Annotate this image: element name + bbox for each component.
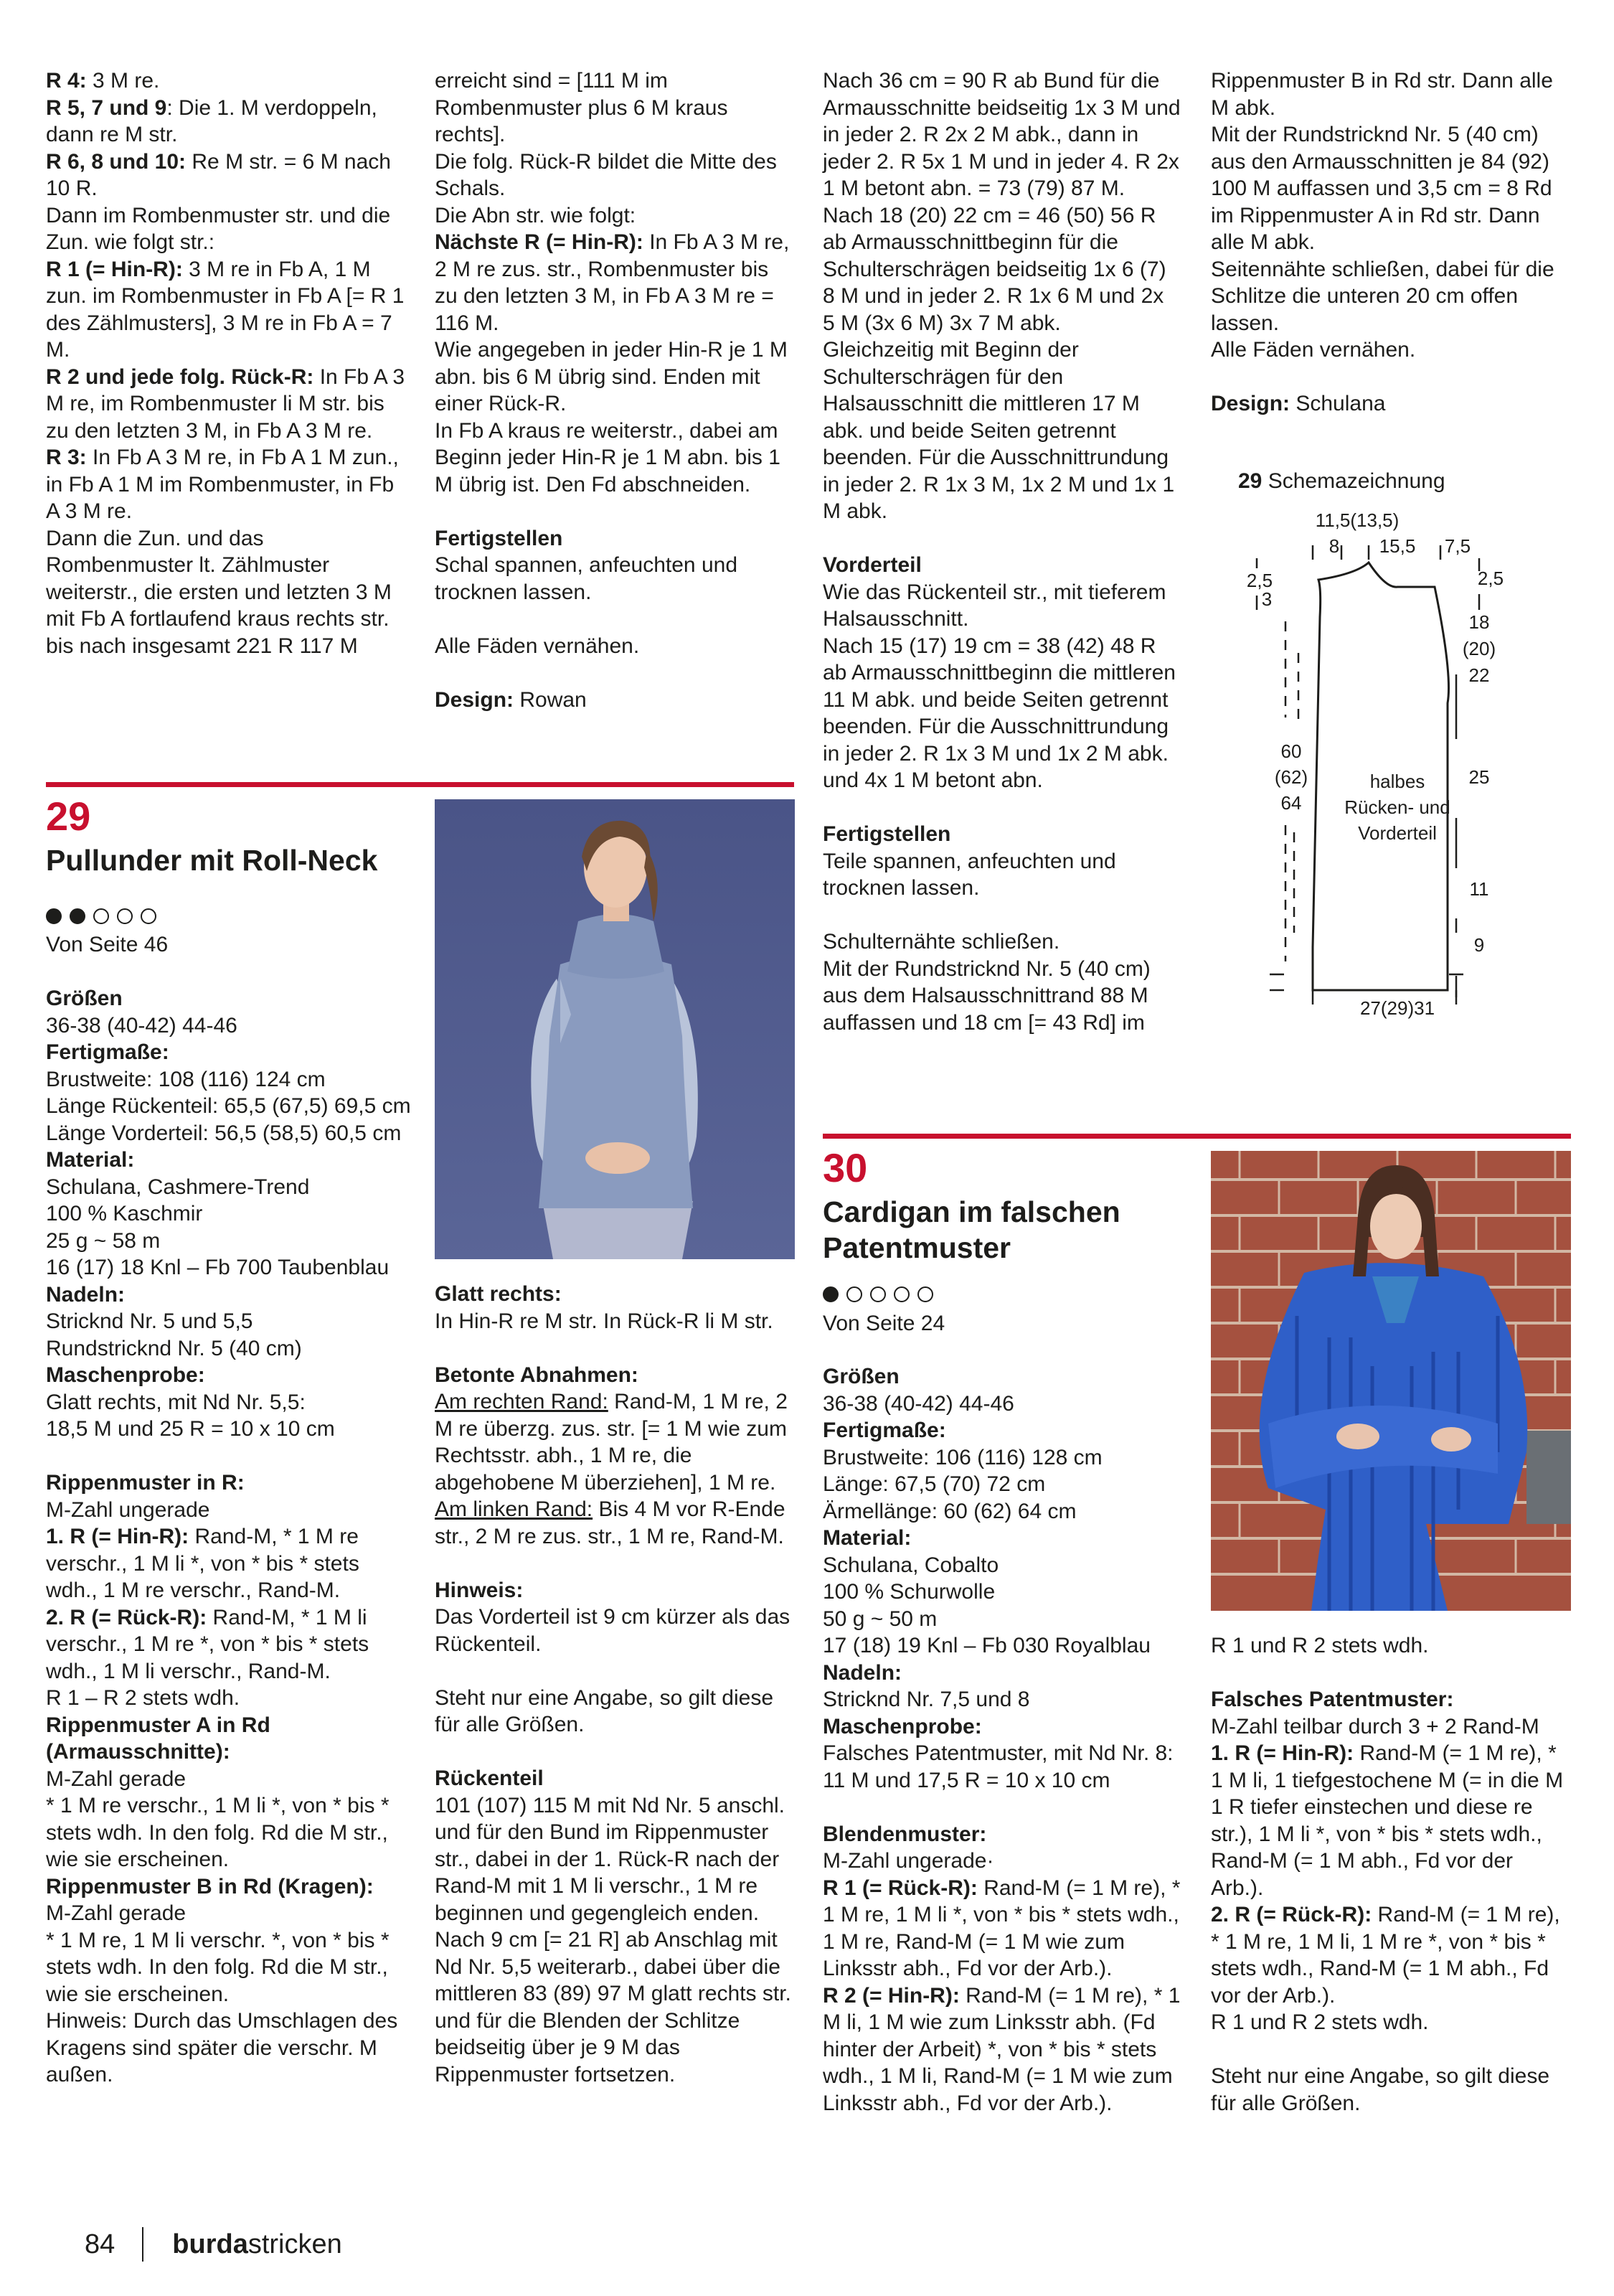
body-text: Alle Fäden vernähen.	[435, 634, 640, 658]
bold-lead: Vorderteil	[823, 553, 922, 577]
spacer	[1211, 1660, 1570, 1687]
text-paragraph	[435, 1362, 795, 1389]
body-text: In Fb A 3 M re, in Fb A 1 M zun., in Fb A 1 M im Rombenmuster, in Fb A 3 M re.	[46, 446, 399, 523]
schema-label-r11: 11	[1469, 878, 1489, 900]
text-paragraph	[46, 525, 406, 660]
bold-lead: Hinweis:	[435, 1578, 524, 1602]
text-paragraph	[823, 1713, 1181, 1741]
text-paragraph	[823, 1875, 1181, 1982]
schema-label-60: 60	[1280, 740, 1302, 762]
text-paragraph	[46, 1093, 412, 1120]
text-paragraph	[46, 67, 406, 95]
body-text: Nach 36 cm = 90 R ab Bund für die Armausschnitte beidseitig 1x 3 M und in jeder 2. R 2x 2 M abk., dann in jeder 2. R 5x 1 M und in jeder 4. R 2x 1 M betont abn. = 73 (79) 87 M.	[823, 69, 1181, 200]
body-text: Stricknd Nr. 5 und 5,5	[46, 1309, 253, 1333]
text-paragraph	[823, 1471, 1181, 1498]
photo-cardigan	[1211, 1151, 1571, 1611]
body-text: : Die 1. M verdoppeln, dann re M str.	[46, 95, 377, 146]
photo-pullunder	[435, 799, 795, 1259]
col2-text	[435, 67, 795, 713]
bold-lead: Falsches Patentmuster:	[1211, 1688, 1454, 1711]
bold-lead: Nadeln:	[46, 1282, 126, 1307]
body-text: Re M str. = 6 M nach 10 R.	[46, 149, 391, 200]
spacer	[435, 1550, 795, 1577]
text-paragraph	[46, 95, 406, 149]
body-text: 36-38 (40-42) 44-46	[46, 1013, 237, 1038]
body-text: 100 % Kaschmir	[46, 1202, 203, 1225]
text-paragraph	[1211, 1740, 1570, 1901]
footer-separator	[142, 2227, 143, 2262]
schema-label-r22: 22	[1468, 664, 1490, 686]
body-text: Schulana, Cobalto	[823, 1553, 999, 1577]
text-paragraph	[435, 1496, 795, 1550]
bold-lead: 2. R (= Rück-R):	[1211, 1903, 1372, 1926]
text-paragraph	[435, 1685, 795, 1739]
section-29-rule	[46, 782, 794, 787]
text-paragraph	[46, 1927, 412, 2008]
spacer	[435, 1739, 795, 1766]
body-text: 18,5 M und 25 R = 10 x 10 cm	[46, 1417, 335, 1441]
text-paragraph	[46, 1362, 412, 1389]
schema-caption	[1238, 468, 1445, 495]
body-text: 3 M re.	[86, 69, 160, 93]
schema-label-r18: 18	[1468, 611, 1490, 633]
body-text: erreicht sind = [111 M im Rombenmuster plus 6 M kraus rechts].	[435, 69, 728, 146]
text-paragraph	[46, 1469, 412, 1497]
text-paragraph	[823, 1444, 1181, 1472]
body-text: In Fb A 3 M re, im Rombenmuster li M str. bis zu den letzten 3 M, in Fb A 3 M re.	[46, 364, 405, 443]
body-text: Teile spannen, anfeuchten und trocknen lassen.	[823, 849, 1116, 900]
schema-label-8: 8	[1329, 535, 1340, 557]
spacer	[435, 606, 795, 633]
schema-center-1: halbes	[1369, 771, 1425, 792]
text-paragraph	[46, 1497, 412, 1524]
body-text: Stricknd Nr. 7,5 und 8	[823, 1688, 1030, 1711]
body-text: 101 (107) 115 M mit Nd Nr. 5 anschl. und für den Bund im Rippenmuster str., dabei in der 1. Rück-R nach der Rand-M mit 1 M li verschr., 1 M re beginnen und gegengleich enden.	[435, 1793, 785, 1925]
text-paragraph	[823, 1578, 1181, 1606]
text-paragraph	[435, 1281, 795, 1308]
body-text: Nach 18 (20) 22 cm = 46 (50) 56 R ab Armausschnittbeginn für die Schulterschrägen beidseitig 1x 6 (7) 8 M und in jeder 2. R 1x 6 M und 2x 5 M (3x 6 M) 3x 7 M abk.	[823, 203, 1166, 335]
body-text: Schulternähte schließen.	[823, 930, 1060, 954]
text-paragraph	[435, 1926, 795, 2088]
body-text: Steht nur eine Angabe, so gilt diese für alle Größen.	[435, 1685, 774, 1736]
bold-lead: R 2 (= Hin-R):	[823, 1983, 960, 2008]
difficulty-dot-filled	[46, 908, 62, 924]
text-paragraph	[1211, 121, 1570, 256]
bold-lead: R 3:	[46, 446, 87, 469]
text-paragraph	[823, 67, 1181, 202]
text-paragraph	[1211, 256, 1570, 337]
brand-logo	[172, 2230, 341, 2259]
difficulty-dot-empty	[894, 1286, 910, 1302]
difficulty-dot-empty	[141, 908, 156, 924]
text-paragraph	[46, 1200, 412, 1228]
section-29-number: 29	[46, 794, 91, 839]
section-30-specs	[823, 1363, 1181, 2117]
body-text: 25 g ~ 58 m	[46, 1228, 161, 1253]
schema-label-15-5: 15,5	[1379, 535, 1416, 557]
body-text: Rand-M, * 1 M re verschr., 1 M li *, von * bis * stets wdh., 1 M re verschr., Rand-M.	[46, 1525, 359, 1602]
text-paragraph	[46, 1604, 412, 1685]
body-text: 36-38 (40-42) 44-46	[823, 1391, 1014, 1416]
section-30-rule	[823, 1134, 1571, 1139]
body-text: R 1 und R 2 stets wdh.	[1211, 2010, 1429, 2034]
text-paragraph	[823, 1498, 1181, 1525]
bold-lead: Design:	[435, 687, 514, 712]
body-text: Gleichzeitig mit Beginn der Schulterschrägen für den Halsausschnitt die mittleren 17 M abk. und beide Seiten getrennt beenden. Für die Ausschnittrundung in jeder 2. R 1x 3 M, 1x 2 M und 1x 1 M abk.	[823, 338, 1175, 523]
underlined-lead: Am linken Rand:	[435, 1497, 593, 1521]
section-29-difficulty	[46, 908, 156, 924]
bold-lead: R 1 (= Rück-R):	[823, 1876, 978, 1900]
schema-label-7-5: 7,5	[1444, 535, 1471, 557]
bold-lead: Fertigmaße:	[46, 1040, 169, 1064]
spacer	[435, 498, 795, 525]
text-paragraph	[1211, 1901, 1570, 2009]
text-paragraph	[823, 1391, 1181, 1418]
body-text: R 1 – R 2 stets wdh.	[46, 1686, 240, 1710]
body-text: Brustweite: 108 (116) 124 cm	[46, 1067, 326, 1091]
text-paragraph	[823, 1417, 1181, 1444]
spacer	[1211, 2036, 1570, 2064]
body-text: In Hin-R re M str. In Rück-R li M str.	[435, 1309, 773, 1333]
section-30-difficulty	[823, 1286, 933, 1302]
text-paragraph	[46, 1685, 412, 1712]
schema-caption-text: Schemazeichnung	[1262, 469, 1445, 493]
text-paragraph	[46, 1012, 412, 1040]
bold-lead: Maschenprobe:	[46, 1363, 205, 1387]
body-text: Die folg. Rück-R bildet die Mitte des Schals.	[435, 149, 777, 200]
body-text: Schal spannen, anfeuchten und trocknen lassen.	[435, 553, 738, 604]
difficulty-dot-filled	[823, 1286, 839, 1302]
body-text: Rand-M (= 1 M re), * 1 M li, 1 M wie zum Linksstr abh. (Fd hinter der Arbeit) *, von * bis * stets wdh., 1 M li, Rand-M (= 1 M wie zum Linksstr abh., Fd vor der Arb.).	[823, 1983, 1181, 2115]
body-text: In Fb A kraus re weiterstr., dabei am Beginn jeder Hin-R je 1 M abn. bis 1 M übrig ist. Den Fd abschneiden.	[435, 418, 780, 497]
schema-label-r9: 9	[1473, 934, 1485, 956]
body-text: 16 (17) 18 Knl – Fb 700 Taubenblau	[46, 1256, 390, 1279]
text-paragraph	[46, 1254, 412, 1281]
bold-lead: Größen	[823, 1365, 900, 1388]
schema-caption-number: 29	[1238, 469, 1263, 493]
text-paragraph	[46, 1228, 412, 1255]
difficulty-dot-empty	[93, 908, 109, 924]
schema-label-r25: 25	[1468, 766, 1490, 788]
bold-lead: Fertigstellen	[823, 822, 951, 846]
bold-lead: Design:	[1211, 392, 1290, 415]
bold-lead: Rippenmuster B in Rd (Kragen):	[46, 1874, 374, 1899]
body-text: 50 g ~ 50 m	[823, 1606, 938, 1631]
body-text: Das Vorderteil ist 9 cm kürzer als das Rückenteil.	[435, 1605, 791, 1656]
text-paragraph	[823, 821, 1181, 848]
bold-lead: 2. R (= Rück-R):	[46, 1605, 207, 1629]
col4-text	[1211, 67, 1570, 418]
text-paragraph	[435, 1308, 795, 1335]
body-text: Dann die Zun. und das Rombenmuster lt. Zählmuster weiterstr., die ersten und letzten 3 M mit Fb A fortlaufend kraus rechts str. bis nach insgesamt 221 R 117 M	[46, 526, 392, 658]
spacer	[823, 794, 1181, 822]
section-30-title-line1: Cardigan im falschen	[823, 1195, 1120, 1228]
body-text: M-Zahl teilbar durch 3 + 2 Rand-M	[1211, 1714, 1539, 1739]
body-text: Rundstricknd Nr. 5 (40 cm)	[46, 1336, 302, 1360]
text-paragraph	[46, 1900, 412, 1927]
text-paragraph	[823, 1821, 1181, 1848]
body-text: Mit der Rundstricknd Nr. 5 (40 cm) aus dem Halsausschnittrand 88 M auffassen und 18 cm [= 43 Rd] im	[823, 956, 1151, 1035]
body-text: M-Zahl ungerade	[46, 1497, 210, 1522]
bold-lead: Nächste R (= Hin-R):	[435, 230, 643, 254]
text-paragraph	[46, 256, 406, 364]
bold-lead: R 4:	[46, 69, 87, 93]
bold-lead: Fertigmaße:	[823, 1418, 946, 1442]
bold-lead: Nadeln:	[823, 1660, 902, 1685]
section-30-title-line2: Patentmuster	[823, 1231, 1011, 1264]
text-paragraph	[435, 337, 795, 418]
text-paragraph	[823, 552, 1181, 579]
text-paragraph	[46, 1174, 412, 1201]
schema-label-r20: (20)	[1462, 638, 1496, 659]
difficulty-dot-empty	[846, 1286, 862, 1302]
bold-lead: Fertigstellen	[435, 526, 563, 550]
col3-text	[823, 67, 1181, 1036]
text-paragraph	[46, 1335, 412, 1363]
text-paragraph	[823, 1982, 1181, 2117]
text-paragraph	[46, 1281, 412, 1309]
text-paragraph	[46, 1712, 412, 1766]
text-paragraph	[823, 1632, 1181, 1660]
bold-lead: Größen	[46, 987, 123, 1010]
text-paragraph	[1211, 1713, 1570, 1741]
text-paragraph	[46, 1120, 412, 1147]
text-paragraph	[435, 552, 795, 606]
body-text: 100 % Schurwolle	[823, 1580, 996, 1604]
body-text: Ärmellänge: 60 (62) 64 cm	[823, 1499, 1077, 1523]
text-paragraph	[435, 1765, 795, 1792]
body-text: Länge: 67,5 (70) 72 cm	[823, 1472, 1046, 1496]
text-paragraph	[435, 67, 795, 149]
schema-label-64: 64	[1280, 792, 1302, 814]
text-paragraph	[46, 1039, 412, 1066]
underlined-lead: Am rechten Rand:	[435, 1390, 608, 1413]
body-text: Wie das Rückenteil str., mit tieferem Halsausschnitt.	[823, 580, 1166, 631]
schema-label-62: (62)	[1274, 766, 1308, 788]
text-paragraph	[823, 337, 1181, 525]
body-text: R 1 und R 2 stets wdh.	[1211, 1634, 1429, 1657]
bold-lead: R 2 und jede folg. Rück-R:	[46, 364, 314, 389]
brand-bold: burda	[172, 2229, 248, 2259]
body-text: Rowan	[514, 687, 587, 712]
schema-center-3: Vorderteil	[1358, 822, 1437, 844]
schema-label-top: 11,5(13,5)	[1315, 509, 1400, 531]
text-paragraph	[823, 579, 1181, 633]
text-paragraph	[46, 149, 406, 202]
text-paragraph	[823, 1552, 1181, 1579]
body-text: Rippenmuster B in Rd str. Dann alle M abk.	[1211, 69, 1553, 120]
text-paragraph	[46, 1308, 412, 1335]
text-paragraph	[435, 229, 795, 337]
text-paragraph	[1211, 2009, 1570, 2036]
difficulty-dot-filled	[70, 908, 85, 924]
text-paragraph	[435, 525, 795, 552]
body-text: Mit der Rundstricknd Nr. 5 (40 cm) aus den Armausschnitten je 84 (92) 100 M auffassen und 3,5 cm = 8 Rd im Rippenmuster A in Rd str. Dann alle M abk.	[1211, 123, 1552, 254]
spacer	[46, 1443, 412, 1470]
text-paragraph	[823, 1606, 1181, 1633]
text-paragraph	[46, 202, 406, 256]
text-paragraph	[435, 1792, 795, 1927]
text-paragraph	[435, 633, 795, 660]
body-text: Seitennähte schließen, dabei für die Schlitze die unteren 20 cm offen lassen.	[1211, 257, 1554, 335]
body-text: Falsches Patentmuster, mit Nd Nr. 8: 11 M und 17,5 R = 10 x 10 cm	[823, 1741, 1174, 1792]
brand-rest: stricken	[247, 2229, 342, 2259]
spacer	[435, 1657, 795, 1685]
schema-label-l2-5: 2,5	[1246, 570, 1273, 591]
text-paragraph	[435, 418, 795, 499]
text-paragraph	[1211, 337, 1570, 364]
text-paragraph	[435, 1577, 795, 1604]
page-footer	[85, 2227, 342, 2262]
text-paragraph	[1211, 2063, 1570, 2117]
body-text: M-Zahl gerade	[46, 1901, 187, 1925]
text-paragraph	[1211, 1686, 1570, 1713]
section-29-techniques	[435, 1281, 795, 2088]
text-paragraph	[1211, 390, 1570, 418]
bold-lead: Rippenmuster A in Rd (Armausschnitte):	[46, 1713, 270, 1764]
bold-lead: R 6, 8 und 10:	[46, 149, 187, 174]
body-text: Steht nur eine Angabe, so gilt diese für alle Größen.	[1211, 2064, 1550, 2115]
text-paragraph	[46, 1792, 412, 1873]
body-text: Dann im Rombenmuster str. und die Zun. wie folgt str.:	[46, 203, 391, 254]
bold-lead: Blendenmuster:	[823, 1822, 987, 1846]
text-paragraph	[435, 1388, 795, 1496]
difficulty-dot-empty	[870, 1286, 886, 1302]
schema-label-r2-5: 2,5	[1477, 568, 1504, 589]
text-paragraph	[46, 1873, 412, 1901]
text-paragraph	[46, 2008, 412, 2089]
text-paragraph	[1211, 67, 1570, 121]
schema-label-bottom: 27(29)31	[1359, 997, 1435, 1019]
text-paragraph	[823, 848, 1181, 902]
text-paragraph	[46, 1766, 412, 1793]
text-paragraph	[823, 633, 1181, 794]
text-paragraph	[823, 956, 1181, 1037]
section-29-from-page: Von Seite 46	[46, 933, 169, 956]
body-text: M-Zahl gerade	[46, 1766, 187, 1791]
body-text: Brustweite: 106 (116) 128 cm	[823, 1445, 1103, 1469]
bold-lead: Material:	[823, 1526, 912, 1550]
bold-lead: Material:	[46, 1148, 135, 1172]
text-paragraph	[823, 1740, 1181, 1794]
body-text: 17 (18) 19 Knl – Fb 030 Royalblau	[823, 1634, 1151, 1657]
spacer	[435, 659, 795, 687]
text-paragraph	[46, 1066, 412, 1093]
section-30-number: 30	[823, 1145, 868, 1190]
text-paragraph	[46, 1389, 412, 1416]
spacer	[435, 1335, 795, 1362]
section-30-from-page: Von Seite 24	[823, 1312, 945, 1335]
body-text: Rand-M (= 1 M re), * 1 M li, 1 tiefgestochene M (= in die M 1 R tiefer einstechen und diese re str.), 1 M li *, von * bis * stets wdh., Rand-M (= 1 M abh., Fd vor der Arb.).	[1211, 1741, 1564, 1900]
text-paragraph	[46, 1416, 412, 1443]
text-paragraph	[1211, 1632, 1570, 1660]
body-text: In Fb A 3 M re, 2 M re zus. str., Rombenmuster bis zu den letzten 3 M, in Fb A 3 M re = 116 M.	[435, 230, 790, 335]
text-paragraph	[46, 985, 412, 1012]
bold-lead: R 5, 7 und 9	[46, 95, 167, 120]
text-paragraph	[435, 1604, 795, 1657]
body-text: Hinweis: Durch das Umschlagen des Kragens sind später die verschr. M außen.	[46, 2009, 398, 2086]
section-29-title: Pullunder mit Roll-Neck	[46, 844, 378, 877]
text-paragraph	[435, 687, 795, 714]
spacer	[823, 1794, 1181, 1821]
text-paragraph	[46, 1147, 412, 1174]
body-text: 3 M re in Fb A, 1 M zun. im Rombenmuster in Fb A [= R 1 des Zählmusters], 3 M re in Fb A = 7 M.	[46, 257, 405, 362]
section-30-patterns	[1211, 1632, 1570, 2117]
body-text: * 1 M re, 1 M li verschr. *, von * bis * stets wdh. In den folg. Rd die M str., wie sie erscheinen.	[46, 1928, 390, 2006]
text-paragraph	[46, 444, 406, 525]
bold-lead: R 1 (= Hin-R):	[46, 257, 183, 281]
body-text: Nach 9 cm [= 21 R] ab Anschlag mit Nd Nr. 5,5 weiterarb., dabei über die mittleren 83 (89) 97 M glatt rechts str. und für die Blenden der Schlitze beidseitig über je 9 M das Rippenmuster fortsetzen.	[435, 1928, 791, 2086]
body-text: * 1 M re verschr., 1 M li *, von * bis * stets wdh. In den folg. Rd die M str., wie sie erscheinen.	[46, 1794, 390, 1871]
bold-lead: Rippenmuster in R:	[46, 1471, 245, 1495]
body-text: Schulana	[1290, 392, 1386, 415]
bold-lead: Maschenprobe:	[823, 1714, 982, 1739]
text-paragraph	[823, 202, 1181, 337]
body-text: Die Abn str. wie folgt:	[435, 203, 636, 227]
text-paragraph	[46, 364, 406, 445]
spacer	[823, 525, 1181, 552]
text-paragraph	[823, 1525, 1181, 1552]
body-text: Glatt rechts, mit Nd Nr. 5,5:	[46, 1390, 306, 1414]
difficulty-dot-empty	[117, 908, 133, 924]
bold-lead: 1. R (= Hin-R):	[1211, 1741, 1354, 1765]
schema-label-l3: 3	[1261, 588, 1273, 610]
text-paragraph	[823, 1660, 1181, 1687]
schema-diagram	[1219, 502, 1521, 1019]
text-paragraph	[823, 1363, 1181, 1391]
body-text: Rand-M, 1 M re, 2 M re überzg. zus. str. [= 1 M wie zum Rechtsstr. abh., 1 M re, die abgehobene M überziehen], 1 M re.	[435, 1390, 788, 1495]
bold-lead: Rückenteil	[435, 1766, 544, 1790]
bold-lead: Glatt rechts:	[435, 1282, 562, 1306]
spacer	[1211, 364, 1570, 391]
schema-center-2: Rücken- und	[1344, 796, 1450, 818]
col1-text	[46, 67, 406, 659]
text-paragraph	[435, 149, 795, 202]
body-text: M-Zahl ungerade·	[823, 1849, 994, 1873]
body-text: Bis 4 M vor R-Ende str., 2 M re zus. str., 1 M re, Rand-M.	[435, 1497, 785, 1548]
body-text: Rand-M, * 1 M li verschr., 1 M re *, von * bis * stets wdh., 1 M li verschr., Rand-M.	[46, 1605, 369, 1683]
body-text: Schulana, Cashmere-Trend	[46, 1175, 310, 1199]
body-text: Nach 15 (17) 19 cm = 38 (42) 48 R ab Armausschnittbeginn die mittleren 11 M abk. und beide Seiten getrennt beenden. Für die Ausschnittrundung in jeder 2. R 1x 3 M und 1x 2 M abk. und 4x 1 M betont abn.	[823, 634, 1176, 792]
text-paragraph	[435, 202, 795, 230]
spacer	[823, 902, 1181, 929]
body-text: Alle Fäden vernähen.	[1211, 338, 1416, 362]
section-29-specs	[46, 985, 412, 2089]
text-paragraph	[823, 1686, 1181, 1713]
body-text: Länge Vorderteil: 56,5 (58,5) 60,5 cm	[46, 1121, 402, 1145]
text-paragraph	[46, 1523, 412, 1604]
body-text: Rand-M (= 1 M re), * 1 M re, 1 M li, 1 M re *, von * bis * stets wdh., Rand-M (= 1 M abh., Fd vor der Arb.).	[1211, 1903, 1560, 2008]
body-text: Länge Rückenteil: 65,5 (67,5) 69,5 cm	[46, 1094, 411, 1118]
text-paragraph	[823, 1848, 1181, 1875]
difficulty-dot-empty	[917, 1286, 933, 1302]
page-number: 84	[85, 2229, 115, 2259]
text-paragraph	[823, 928, 1181, 956]
bold-lead: Betonte Abnahmen:	[435, 1363, 638, 1387]
bold-lead: 1. R (= Hin-R):	[46, 1525, 189, 1548]
body-text: Wie angegeben in jeder Hin-R je 1 M abn. bis 6 M übrig sind. Enden mit einer Rück-R.	[435, 338, 788, 415]
body-text: Rand-M (= 1 M re), * 1 M re, 1 M li *, von * bis * stets wdh., 1 M re, Rand-M (= 1 M wie zum Linksstr abh., Fd vor der Arb.).	[823, 1876, 1181, 1980]
